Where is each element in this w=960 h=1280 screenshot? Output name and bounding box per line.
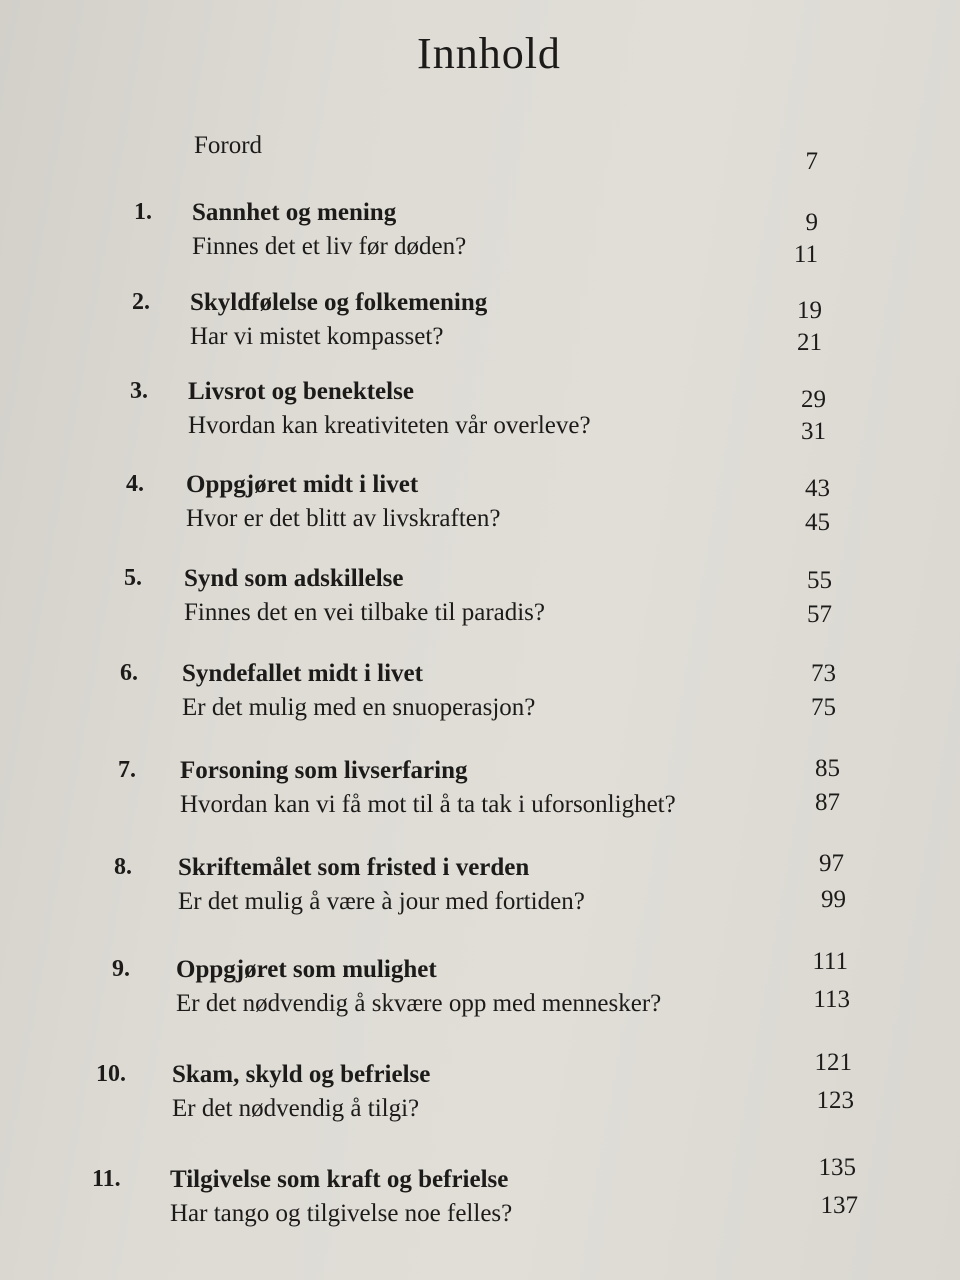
chapter-heading: Forsoning som livserfaring	[180, 757, 468, 784]
chapter-number: 2.	[132, 289, 150, 315]
chapter-subtitle: Har tango og tilgivelse noe felles?	[170, 1200, 513, 1227]
chapter-number: 8.	[114, 854, 132, 880]
chapter-heading-page: 29	[801, 386, 826, 413]
chapter-heading: Livsrot og benektelse	[188, 378, 414, 405]
chapter-subtitle-page: 31	[801, 418, 826, 445]
chapter-heading-page: 85	[815, 755, 840, 782]
chapter-number: 9.	[112, 956, 130, 982]
chapter-entry	[0, 757, 860, 837]
forord-page-number: 7	[805, 148, 818, 175]
chapter-subtitle-page: 87	[815, 789, 840, 816]
chapter-heading: Skyldfølelse og folkemening	[190, 289, 488, 316]
chapter-heading: Sannhet og mening	[192, 199, 397, 226]
chapter-subtitle-page: 99	[821, 886, 846, 913]
chapter-heading: Skam, skyld og befrielse	[172, 1061, 431, 1088]
chapter-heading-page: 97	[819, 850, 844, 877]
forord-label: Forord	[194, 132, 263, 159]
chapter-entry	[0, 289, 860, 369]
chapter-subtitle: Hvordan kan vi få mot til å ta tak i uforsonlighet?	[180, 791, 676, 818]
chapter-number: 5.	[124, 565, 142, 591]
chapter-subtitle-page: 137	[820, 1192, 858, 1219]
chapter-number: 10.	[96, 1061, 126, 1087]
chapter-subtitle: Er det mulig med en snuoperasjon?	[182, 694, 536, 721]
chapter-entry	[0, 850, 860, 934]
chapter-subtitle-page: 75	[811, 694, 836, 721]
chapter-subtitle-page: 57	[807, 601, 832, 628]
chapter-subtitle-page: 11	[793, 241, 818, 268]
chapter-entry	[0, 565, 860, 645]
chapter-entry	[0, 660, 860, 740]
chapter-heading: Syndefallet midt i livet	[182, 660, 423, 687]
chapter-number: 7.	[118, 757, 136, 783]
chapter-heading: Skriftemålet som fristed i verden	[178, 854, 530, 881]
chapter-heading: Synd som adskillelse	[184, 565, 404, 592]
chapter-number: 6.	[120, 660, 138, 686]
chapter-subtitle: Er det mulig å være à jour med fortiden?	[178, 888, 585, 915]
chapter-entry	[0, 948, 860, 1036]
chapter-subtitle: Finnes det et liv før døden?	[192, 233, 467, 260]
chapter-heading-page: 43	[805, 475, 830, 502]
chapter-subtitle-page: 45	[805, 509, 830, 536]
chapter-number: 11.	[92, 1166, 121, 1192]
chapter-subtitle-page: 21	[797, 329, 822, 356]
chapter-entry	[0, 199, 860, 279]
chapter-heading: Oppgjøret midt i livet	[186, 471, 419, 498]
chapter-number: 4.	[126, 471, 144, 497]
chapter-subtitle: Har vi mistet kompasset?	[190, 323, 444, 350]
chapter-heading-page: 19	[797, 297, 822, 324]
chapter-heading: Tilgivelse som kraft og befrielse	[170, 1166, 509, 1193]
chapter-heading-page: 135	[818, 1154, 856, 1181]
chapter-entry	[0, 471, 860, 551]
chapter-subtitle: Finnes det en vei tilbake til paradis?	[184, 599, 546, 626]
chapter-subtitle-page: 123	[816, 1087, 854, 1114]
chapter-subtitle: Hvordan kan kreativiteten vår overleve?	[188, 412, 591, 439]
page-title: Innhold	[417, 29, 561, 78]
chapter-heading: Oppgjøret som mulighet	[176, 956, 437, 983]
chapter-heading-page: 9	[805, 209, 818, 236]
chapter-entry	[0, 378, 860, 458]
chapter-heading-page: 121	[814, 1049, 852, 1076]
chapter-heading-page: 55	[807, 567, 832, 594]
chapter-number: 3.	[130, 378, 148, 404]
chapter-entry	[0, 1154, 860, 1246]
chapter-subtitle: Hvor er det blitt av livskraften?	[186, 505, 501, 532]
chapter-heading-page: 111	[812, 948, 848, 975]
chapter-subtitle-page: 113	[813, 986, 850, 1013]
chapter-entry	[0, 1049, 860, 1141]
chapter-number: 1.	[134, 199, 152, 225]
chapter-heading-page: 73	[811, 660, 836, 687]
chapter-subtitle: Er det nødvendig å skvære opp med mennesker?	[176, 990, 662, 1017]
chapter-subtitle: Er det nødvendig å tilgi?	[172, 1095, 420, 1122]
